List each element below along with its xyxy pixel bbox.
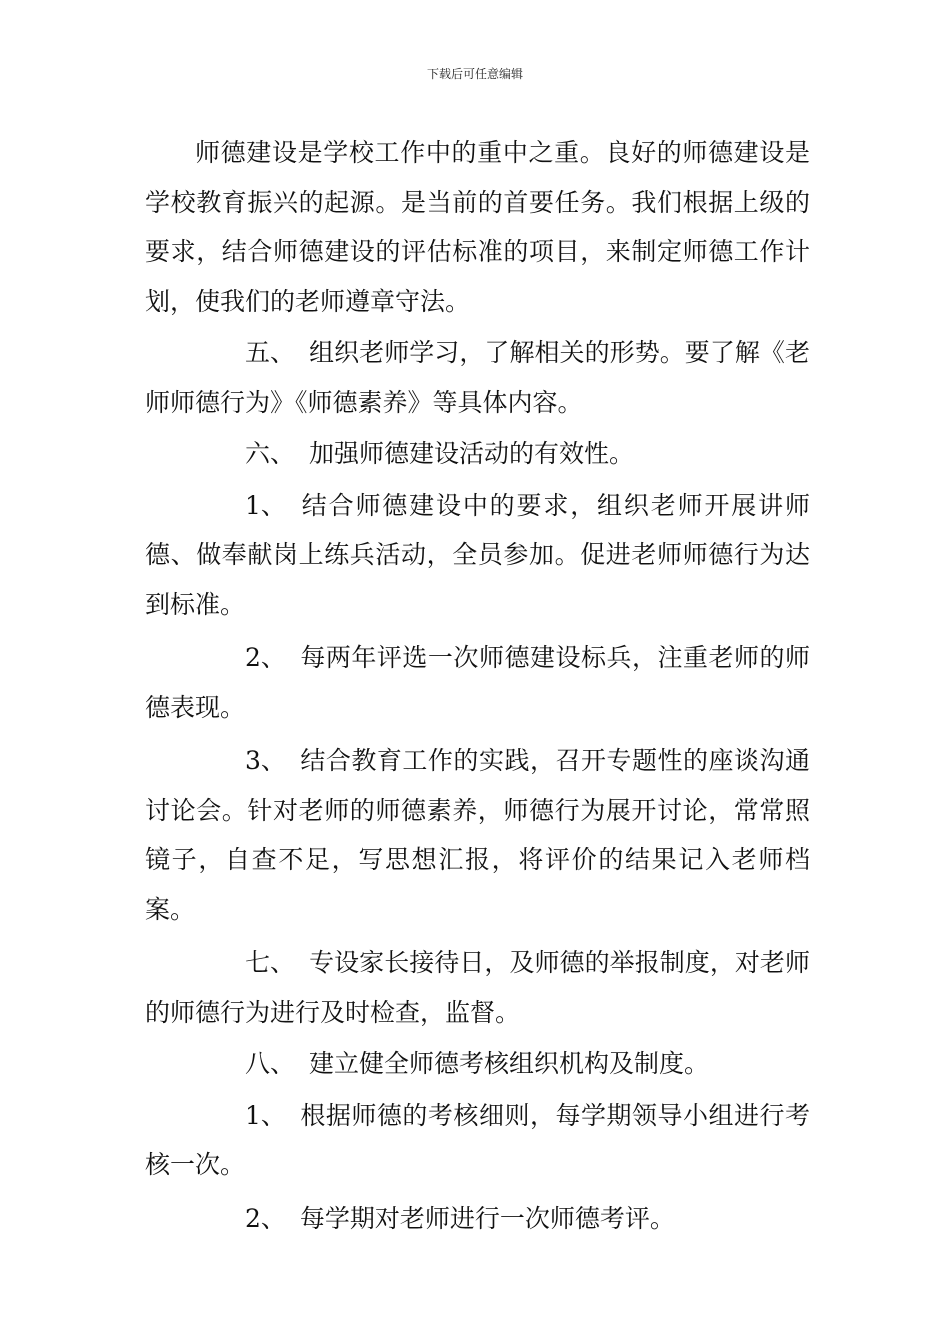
paragraph-text: 加强师德建设活动的有效性。 [309, 439, 635, 468]
paragraph-item-5 [145, 328, 810, 427]
page-header: 下载后可任意编辑 [426, 67, 523, 81]
paragraph-intro [145, 128, 810, 326]
paragraph-text: 结合教育工作的实践，召开专题性的座谈沟通讨论会。针对老师的师德素养，师德行为展开讨论，常常照镜子，自查不足，写思想汇报，将评价的结果记入老师档案。 [145, 746, 810, 924]
paragraph-text: 每两年评选一次师德建设标兵，注重老师的师德表现。 [145, 643, 810, 722]
paragraph-text: 建立健全师德考核组织机构及制度。 [309, 1049, 710, 1078]
paragraph-subitem-6-1 [145, 481, 810, 630]
paragraph-item-8 [145, 1039, 810, 1089]
paragraph-item-6 [145, 429, 810, 479]
paragraph-text: 师德建设是学校工作中的重中之重。良好的师德建设是学校教育振兴的起源。是当前的首要任务。我们根据上级的要求，结合师德建设的评估标准的项目，来制定师德工作计划，使我们的老师遵章守法。 [145, 138, 810, 316]
paragraph-text: 结合师德建设中的要求，组织老师开展讲师德、做奉献岗上练兵活动，全员参加。促进老师师德行为达到标准。 [145, 490, 810, 619]
paragraph-number: 1、 [245, 1100, 286, 1130]
paragraph-subitem-6-3 [145, 736, 810, 934]
paragraph-subitem-8-2 [145, 1194, 810, 1244]
paragraph-number: 2、 [245, 1203, 286, 1233]
paragraph-number: 五、 [245, 338, 296, 367]
paragraph-text: 每学期对老师进行一次师德考评。 [299, 1203, 675, 1233]
paragraph-subitem-8-1 [145, 1091, 810, 1190]
paragraph-number: 2、 [245, 643, 286, 672]
document-body [145, 128, 810, 1243]
paragraph-text: 专设家长接待日，及师德的举报制度，对老师的师德行为进行及时检查，监督。 [145, 948, 810, 1027]
paragraph-number: 八、 [245, 1049, 296, 1078]
paragraph-item-7 [145, 938, 810, 1037]
paragraph-subitem-6-2 [145, 633, 810, 732]
paragraph-number: 3、 [245, 746, 286, 775]
paragraph-number: 七、 [245, 948, 296, 977]
paragraph-number: 1、 [245, 490, 286, 520]
paragraph-number: 六、 [245, 439, 296, 468]
paragraph-text: 根据师德的考核细则，每学期领导小组进行考核一次。 [145, 1100, 810, 1179]
paragraph-text: 组织老师学习，了解相关的形势。要了解《老师师德行为》《师德素养》等具体内容。 [145, 338, 810, 417]
